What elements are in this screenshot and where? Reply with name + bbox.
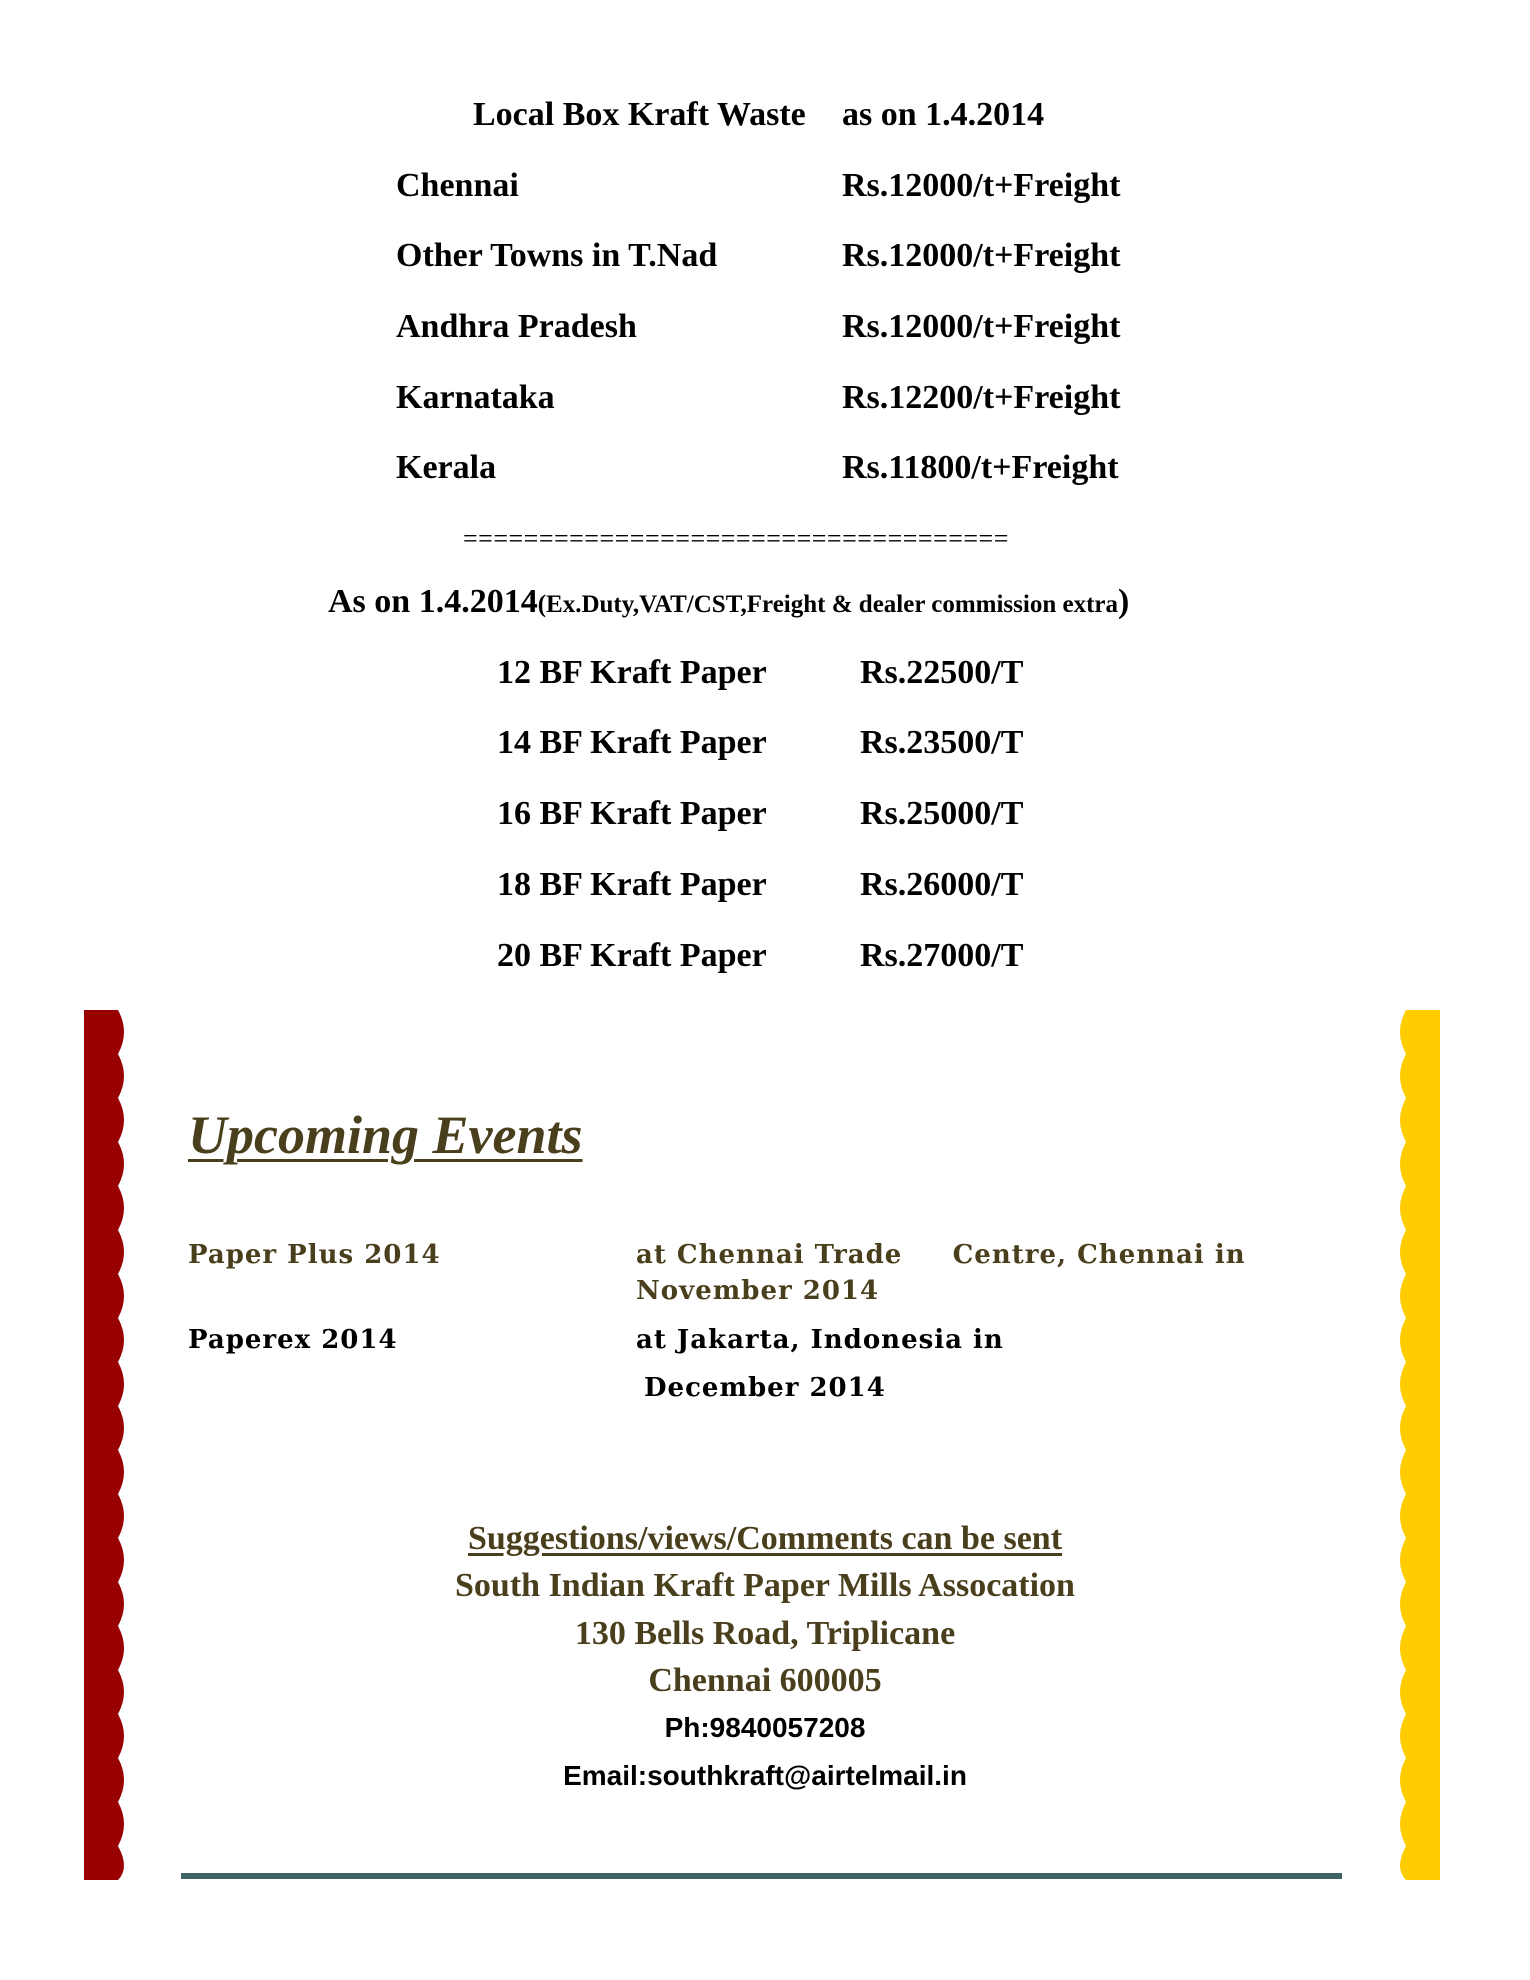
event-date: December 2014	[644, 1373, 886, 1403]
waste-heading-date: as on 1.4.2014	[842, 96, 1045, 133]
waste-place: Other Towns in T.Nad	[396, 237, 718, 274]
waste-place: Chennai	[396, 167, 519, 204]
contact-heading: Suggestions/views/Comments can be sent	[467, 1520, 1063, 1557]
events-title: Upcoming Events	[188, 1105, 583, 1165]
waste-price: Rs.11800/t+Freight	[842, 449, 1119, 486]
contact-email: Email:southkraft@airtelmail.in	[563, 1760, 967, 1791]
paper-heading-date: As on 1.4.2014	[328, 583, 538, 620]
event-name: Paper Plus 2014	[188, 1240, 441, 1270]
paper-heading	[328, 583, 1129, 621]
section-divider: ====================================	[463, 524, 1009, 553]
bottom-rule	[181, 1873, 1342, 1879]
paper-price: Rs.25000/T	[860, 795, 1024, 832]
event-location: at Chennai Trade Centre, Chennai in	[636, 1240, 1246, 1270]
waste-heading-label: Local Box Kraft Waste	[473, 96, 806, 133]
paper-grade: 20 BF Kraft Paper	[497, 937, 767, 974]
paper-price: Rs.22500/T	[860, 654, 1024, 691]
paper-grade: 12 BF Kraft Paper	[497, 654, 767, 691]
contact-address-city: Chennai 600005	[648, 1662, 882, 1699]
paper-heading-close: )	[1118, 583, 1130, 620]
event-location: at Jakarta, Indonesia in	[636, 1325, 1004, 1355]
event-date: November 2014	[636, 1276, 880, 1306]
left-wavy-border	[84, 1010, 130, 1880]
waste-place: Kerala	[396, 449, 497, 486]
right-wavy-border	[1394, 1010, 1440, 1880]
waste-price: Rs.12000/t+Freight	[842, 308, 1121, 345]
waste-price: Rs.12000/t+Freight	[842, 167, 1121, 204]
event-name: Paperex 2014	[188, 1325, 398, 1355]
paper-grade: 16 BF Kraft Paper	[497, 795, 767, 832]
contact-org: South Indian Kraft Paper Mills Assocation	[455, 1567, 1075, 1604]
paper-heading-note: (Ex.Duty,VAT/CST,Freight & dealer commission extra	[537, 591, 1119, 618]
waste-place: Karnataka	[396, 379, 555, 416]
paper-price: Rs.26000/T	[860, 866, 1024, 903]
contact-address-street: 130 Bells Road, Triplicane	[574, 1615, 956, 1652]
contact-phone: Ph:9840057208	[664, 1712, 866, 1743]
waste-price: Rs.12000/t+Freight	[842, 237, 1121, 274]
paper-price: Rs.23500/T	[860, 724, 1024, 761]
paper-grade: 18 BF Kraft Paper	[497, 866, 767, 903]
waste-price: Rs.12200/t+Freight	[842, 379, 1121, 416]
paper-grade: 14 BF Kraft Paper	[497, 724, 767, 761]
waste-place: Andhra Pradesh	[396, 308, 637, 345]
paper-price: Rs.27000/T	[860, 937, 1024, 974]
